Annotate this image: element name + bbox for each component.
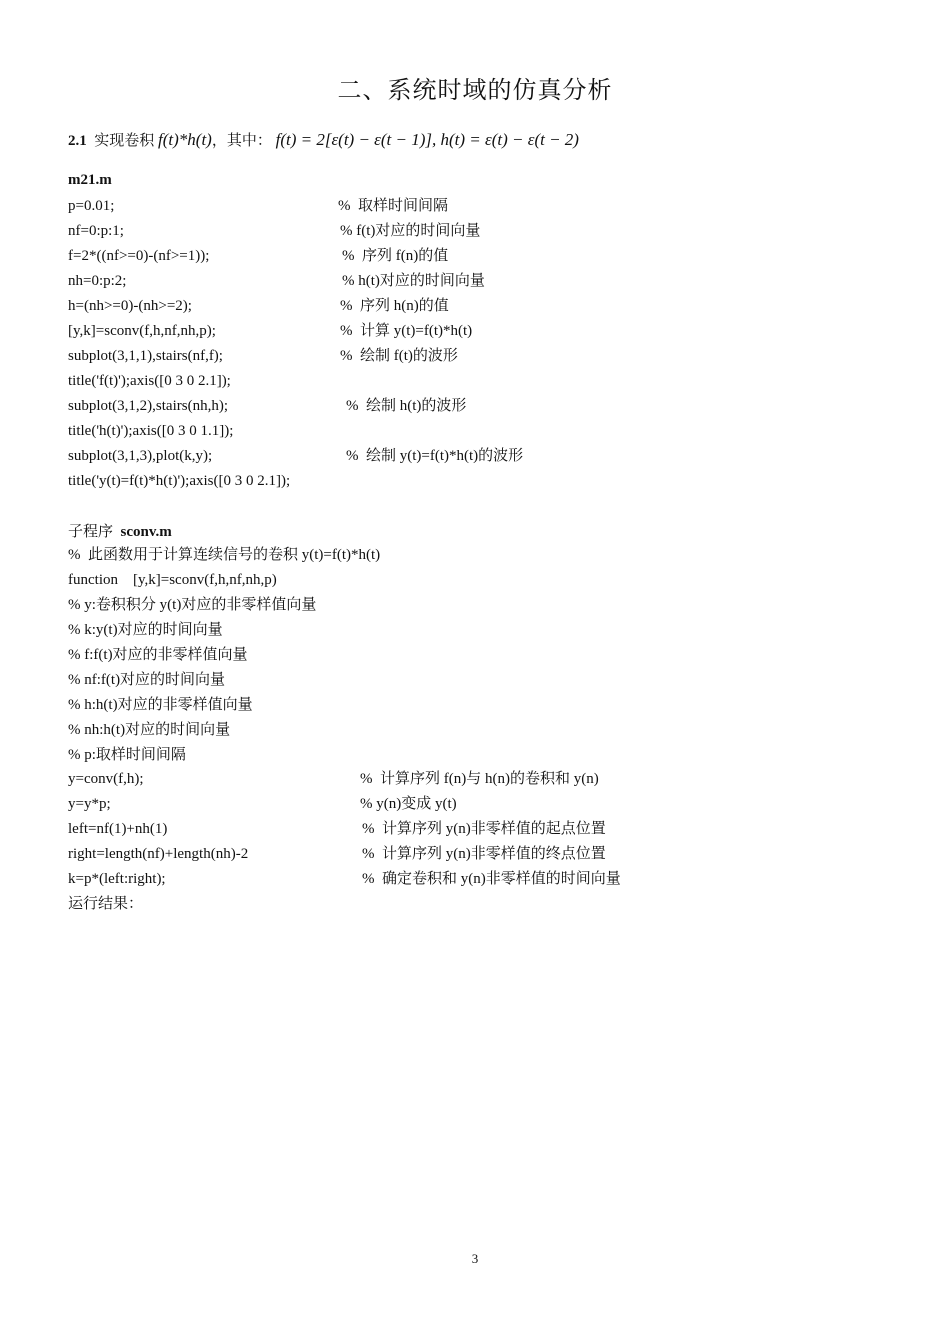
- code-line: % 此函数用于计算连续信号的卷积 y(t)=f(t)*h(t): [68, 547, 381, 563]
- section-heading: [68, 129, 579, 150]
- code-line: p=0.01;: [68, 198, 115, 214]
- sub-file-heading: [68, 520, 172, 541]
- page-title: 二、系统时域的仿真分析: [337, 78, 613, 104]
- code-line: title('y(t)=f(t)*h(t)');axis([0 3 0 2.1]);: [68, 473, 291, 489]
- convolution-expression: f(t)*h(t): [158, 130, 212, 149]
- page-number: 3: [471, 1251, 479, 1266]
- code-comment: % 绘制 h(t)的波形: [346, 398, 467, 414]
- definition-expression: f(t) = 2[ε(t) − ε(t − 1)], h(t) = ε(t) − ε(t − 2): [275, 130, 579, 149]
- code-line: y=conv(f,h);: [68, 771, 144, 787]
- code-comment: % 绘制 y(t)=f(t)*h(t)的波形: [346, 448, 524, 464]
- code-line: k=p*(left:right);: [68, 871, 166, 887]
- code-comment: % h(t)对应的时间向量: [342, 273, 485, 289]
- code-comment: % y(n)变成 y(t): [360, 796, 457, 812]
- code-comment: % 计算 y(t)=f(t)*h(t): [340, 323, 473, 339]
- code-line: % y:卷积积分 y(t)对应的非零样值向量: [68, 597, 317, 613]
- section-separator: ，其中：: [211, 133, 272, 149]
- code-line: % h:h(t)对应的非零样值向量: [68, 697, 253, 713]
- code-comment: % 计算序列 y(n)非零样值的起点位置: [362, 821, 606, 837]
- code-line: y=y*p;: [68, 796, 111, 812]
- sub-file-label: 子程序: [68, 524, 114, 540]
- code-comment: % 序列 h(n)的值: [340, 298, 449, 314]
- code-line: subplot(3,1,3),plot(k,y);: [68, 448, 213, 464]
- code-line: subplot(3,1,2),stairs(nh,h);: [68, 398, 228, 414]
- code-line: subplot(3,1,1),stairs(nf,f);: [68, 348, 223, 364]
- code-comment: % 确定卷积和 y(n)非零样值的时间向量: [362, 871, 621, 887]
- code-line: nh=0:p:2;: [68, 273, 127, 289]
- code-line: f=2*((nf>=0)-(nf>=1));: [68, 248, 210, 264]
- code-line: % nf:f(t)对应的时间向量: [68, 672, 226, 688]
- result-label: 运行结果：: [68, 896, 144, 912]
- main-file-name: m21.m: [68, 172, 112, 188]
- section-text: 实现卷积: [94, 133, 155, 149]
- code-line: nf=0:p:1;: [68, 223, 124, 239]
- code-comment: % 序列 f(n)的值: [342, 248, 449, 264]
- code-line: title('h(t)');axis([0 3 0 1.1]);: [68, 423, 234, 439]
- code-line: left=nf(1)+nh(1): [68, 821, 168, 837]
- section-number: 2.1: [68, 133, 87, 149]
- code-line: function [y,k]=sconv(f,h,nf,nh,p): [68, 572, 277, 588]
- code-comment: % 计算序列 y(n)非零样值的终点位置: [362, 846, 606, 862]
- code-line: right=length(nf)+length(nh)-2: [68, 846, 249, 862]
- code-line: title('f(t)');axis([0 3 0 2.1]);: [68, 373, 231, 389]
- code-comment: % f(t)对应的时间向量: [340, 223, 481, 239]
- code-line: % nh:h(t)对应的时间向量: [68, 722, 231, 738]
- code-comment: % 取样时间间隔: [338, 198, 448, 214]
- code-line: % f:f(t)对应的非零样值向量: [68, 647, 248, 663]
- code-comment: % 绘制 f(t)的波形: [340, 348, 458, 364]
- code-line: h=(nh>=0)-(nh>=2);: [68, 298, 192, 314]
- code-comment: % 计算序列 f(n)与 h(n)的卷积和 y(n): [360, 771, 599, 787]
- sub-file-name: sconv.m: [120, 524, 172, 540]
- code-line: % k:y(t)对应的时间向量: [68, 622, 223, 638]
- code-line: % p:取样时间间隔: [68, 747, 186, 763]
- code-line: [y,k]=sconv(f,h,nf,nh,p);: [68, 323, 216, 339]
